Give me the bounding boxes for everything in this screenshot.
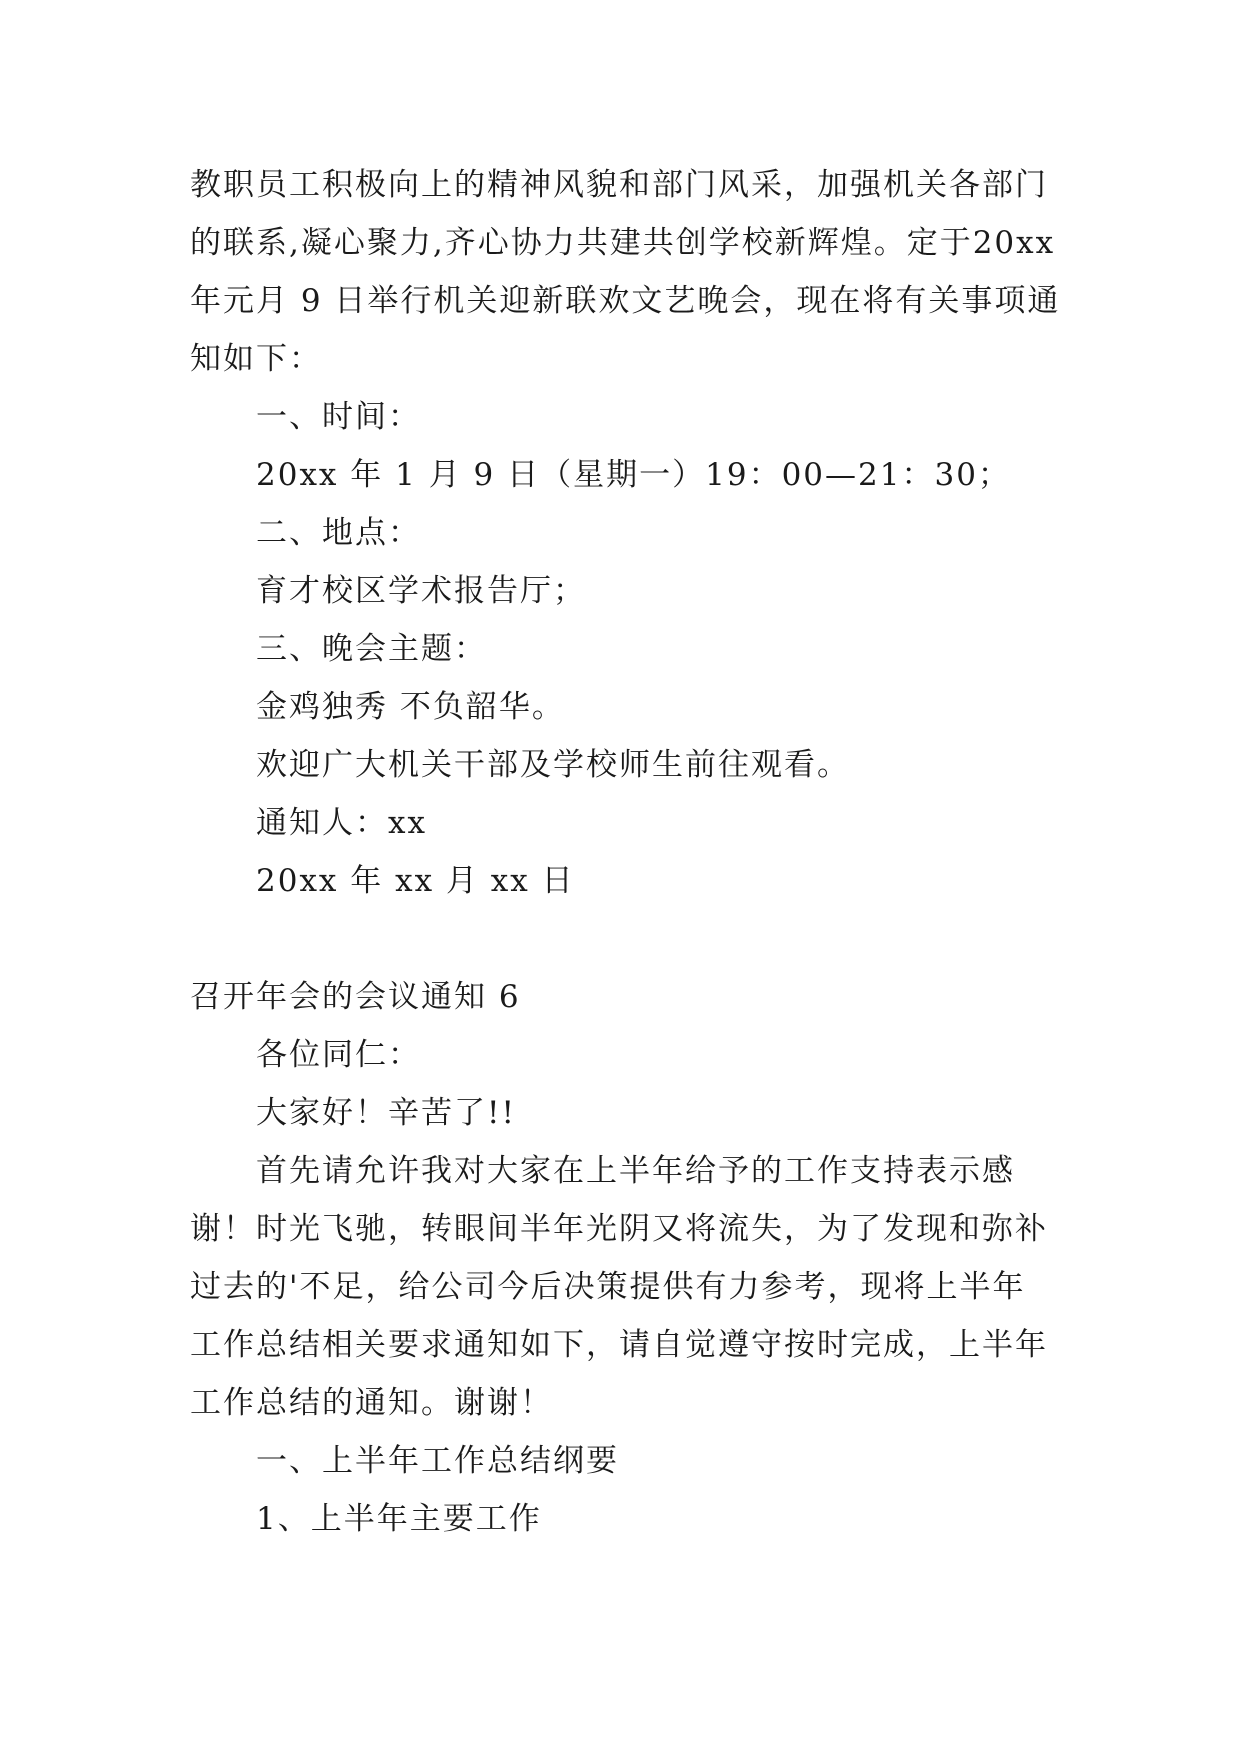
paragraph-line: 过去的'不足，给公司今后决策提供有力参考，现将上半年 xyxy=(190,1269,1026,1305)
paragraph-line: 教职员工积极向上的精神风貌和部门风采，加强机关各部门 xyxy=(190,167,1048,203)
paragraph-line: 工作总结的通知。谢谢！ xyxy=(190,1385,553,1421)
notifier-line: 通知人：xx xyxy=(256,805,427,841)
paragraph-line: 年元月 9 日举行机关迎新联欢文艺晚会，现在将有关事项通 xyxy=(190,283,1061,319)
place-value: 育才校区学术报告厅； xyxy=(256,573,586,609)
time-value: 20xx 年 1 月 9 日（星期一）19：00—21：30； xyxy=(256,457,1011,493)
outline-item: 1、上半年主要工作 xyxy=(256,1501,542,1537)
greeting-line: 大家好！辛苦了!! xyxy=(256,1095,516,1131)
paragraph-line: 谢！时光飞驰，转眼间半年光阴又将流失，为了发现和弥补 xyxy=(190,1211,1048,1247)
theme-value: 金鸡独秀 不负韶华。 xyxy=(256,689,565,725)
time-heading: 一、时间： xyxy=(256,399,421,435)
section-spacer xyxy=(190,910,1050,968)
paragraph-line: 工作总结相关要求通知如下，请自觉遵守按时完成，上半年 xyxy=(190,1327,1048,1363)
place-heading: 二、地点： xyxy=(256,515,421,551)
paragraph-line: 知如下： xyxy=(190,341,322,377)
date-line: 20xx 年 xx 月 xx 日 xyxy=(256,863,575,899)
paragraph-line: 的联系,凝心聚力,齐心协力共建共创学校新辉煌。定于20xx xyxy=(190,225,1056,261)
welcome-line: 欢迎广大机关干部及学校师生前往观看。 xyxy=(256,747,850,783)
salutation-line: 各位同仁： xyxy=(256,1037,421,1073)
paragraph-line: 首先请允许我对大家在上半年给予的工作支持表示感 xyxy=(256,1153,1015,1189)
theme-heading: 三、晚会主题： xyxy=(256,631,487,667)
document-body xyxy=(190,156,1061,1548)
section-title: 召开年会的会议通知 6 xyxy=(190,979,521,1015)
outline-heading: 一、上半年工作总结纲要 xyxy=(256,1443,619,1479)
